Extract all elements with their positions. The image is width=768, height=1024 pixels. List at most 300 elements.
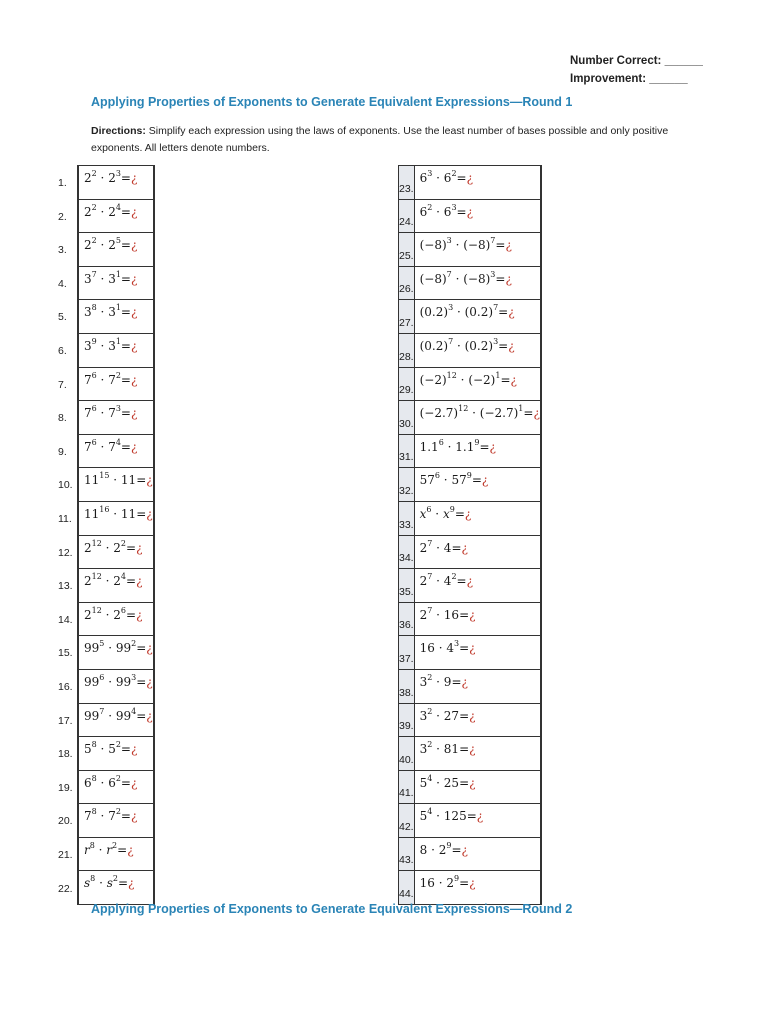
exponent: 7 <box>490 236 496 246</box>
multiply-dot: · <box>432 708 444 723</box>
expression-cell <box>79 871 154 905</box>
answer-cell[interactable] <box>153 468 154 502</box>
multiply-dot: · <box>443 439 456 454</box>
equals-sign: = <box>126 607 137 622</box>
multiply-dot: · <box>456 372 469 387</box>
multiply-dot: · <box>431 506 443 521</box>
multiply-dot: · <box>468 406 480 421</box>
base: 2 <box>84 574 92 589</box>
problem-row <box>399 266 542 300</box>
expression-cell <box>414 703 540 737</box>
answer-placeholder: ¿ <box>130 372 138 387</box>
exponent: 3 <box>453 639 460 649</box>
problem-row <box>399 367 542 401</box>
base: 99 <box>84 641 100 656</box>
exponent: 2 <box>112 874 118 884</box>
expression-cell <box>414 434 540 468</box>
multiply-dot: · <box>453 305 465 320</box>
directions <box>91 123 701 157</box>
problem-number-cell <box>399 166 415 200</box>
problem-number: 44. <box>399 888 414 901</box>
equals-sign: = <box>479 439 490 454</box>
base: 7 <box>84 406 92 421</box>
problem-row <box>399 333 542 367</box>
exponent: 8 <box>89 840 95 850</box>
problem-row <box>399 300 542 334</box>
equals-sign: = <box>120 809 131 824</box>
equals-sign: = <box>500 372 511 387</box>
problem-row <box>78 535 155 569</box>
multiply-dot: · <box>96 775 109 790</box>
expression-cell <box>79 468 154 502</box>
answer-cell[interactable] <box>153 535 154 569</box>
answer-placeholder: ¿ <box>469 641 476 656</box>
expression-cell <box>414 333 540 367</box>
answer-cell[interactable] <box>540 300 541 334</box>
exponent: 6 <box>438 437 444 447</box>
base: (−8) <box>463 271 491 286</box>
answer-placeholder: ¿ <box>128 876 135 891</box>
base: 1.1 <box>419 439 439 454</box>
base: 2 <box>419 607 428 622</box>
answer-placeholder: ¿ <box>136 540 143 555</box>
answer-cell[interactable] <box>540 501 541 535</box>
answer-cell[interactable] <box>540 804 541 838</box>
exponent: 3 <box>493 336 499 346</box>
equals-sign: = <box>120 271 131 286</box>
equals-sign: = <box>451 540 462 555</box>
answer-cell[interactable] <box>540 166 541 200</box>
answer-placeholder: ¿ <box>146 473 153 488</box>
problem-number: 26. <box>399 283 414 296</box>
expression-cell <box>414 804 540 838</box>
base: 81 <box>443 742 460 757</box>
exponent: 8 <box>91 773 97 783</box>
answer-cell[interactable] <box>540 401 541 435</box>
multiply-dot: · <box>96 809 109 824</box>
exponent: 1 <box>115 336 121 346</box>
multiply-dot: · <box>96 171 109 185</box>
exponent: 2 <box>451 169 457 178</box>
expression-cell <box>414 535 540 569</box>
base: 2 <box>108 238 116 253</box>
equals-sign: = <box>471 473 482 488</box>
problem-number: 29. <box>399 384 414 397</box>
expression-cell <box>79 804 154 838</box>
problem-number: 28. <box>399 350 414 363</box>
problem-number-cell <box>399 266 415 300</box>
answer-cell[interactable] <box>153 501 154 535</box>
expression-cell <box>79 401 154 435</box>
problem-number-cell <box>399 804 415 838</box>
problem-row <box>399 837 542 871</box>
problem-row <box>399 166 542 200</box>
problem-number: 27. <box>399 316 414 329</box>
problem-number: 23. <box>399 182 414 195</box>
exponent: 4 <box>120 572 127 582</box>
exponent: 16 <box>99 504 110 514</box>
multiply-dot: · <box>94 842 107 857</box>
multiply-dot: · <box>101 574 114 589</box>
base: 16 <box>443 607 460 622</box>
exponent: 2 <box>115 807 121 817</box>
equals-sign: = <box>136 473 147 488</box>
answer-placeholder: ¿ <box>130 809 138 824</box>
base: (−8) <box>463 238 491 253</box>
answer-placeholder: ¿ <box>130 204 138 219</box>
equals-sign: = <box>117 842 128 857</box>
problem-number: 37. <box>399 652 414 665</box>
answer-cell[interactable] <box>540 770 541 804</box>
multiply-dot: · <box>432 742 444 757</box>
multiply-dot: · <box>453 338 465 353</box>
expression-cell <box>414 166 540 200</box>
base: 2 <box>438 842 447 857</box>
exponent: 6 <box>120 605 127 615</box>
answer-placeholder: ¿ <box>469 708 476 723</box>
exponent: 3 <box>451 202 457 212</box>
problem-row <box>399 737 542 771</box>
multiply-dot: · <box>432 674 444 689</box>
problem-number: 38. <box>399 686 414 699</box>
answer-placeholder: ¿ <box>508 305 515 320</box>
answer-cell[interactable] <box>540 468 541 502</box>
answer-cell[interactable] <box>153 871 154 905</box>
problem-row <box>78 569 155 603</box>
problem-row <box>78 636 155 670</box>
problem-number-cell <box>399 669 415 703</box>
problem-row <box>78 669 155 703</box>
base: 6 <box>443 204 452 219</box>
exponent: 2 <box>91 202 97 212</box>
base: 3 <box>84 305 92 320</box>
problem-row <box>78 434 155 468</box>
answer-cell[interactable] <box>540 703 541 737</box>
answer-cell[interactable] <box>540 737 541 771</box>
expression-cell <box>79 199 154 233</box>
expression-cell <box>79 602 154 636</box>
problem-table <box>398 165 542 905</box>
problem-number-cell <box>399 401 415 435</box>
base: 2 <box>84 607 92 622</box>
problem-number: 31. <box>399 451 414 464</box>
answer-placeholder: ¿ <box>508 338 515 353</box>
problem-number: 35. <box>399 585 414 598</box>
equals-sign: = <box>136 506 147 521</box>
expression-cell <box>414 737 540 771</box>
problem-row <box>399 703 542 737</box>
equals-sign: = <box>120 742 131 757</box>
answer-cell[interactable] <box>153 770 154 804</box>
exponent: 4 <box>427 807 433 817</box>
answer-cell[interactable] <box>153 804 154 838</box>
problem-row <box>399 401 542 435</box>
base: 3 <box>108 271 116 286</box>
multiply-dot: · <box>432 607 444 622</box>
problem-row <box>399 233 542 267</box>
problem-number: 34. <box>399 552 414 565</box>
base: 6 <box>84 775 92 790</box>
answer-cell[interactable] <box>540 871 541 905</box>
base: 99 <box>84 708 100 723</box>
base: x <box>419 506 427 521</box>
exponent: 9 <box>449 504 455 514</box>
problem-number-cell <box>399 636 415 670</box>
answer-placeholder: ¿ <box>464 506 472 521</box>
base: 2 <box>108 204 116 219</box>
base: 9 <box>443 674 452 689</box>
answer-placeholder: ¿ <box>466 204 474 219</box>
exponent: 2 <box>115 773 121 783</box>
exponent: 2 <box>427 740 433 750</box>
answer-cell[interactable] <box>153 569 154 603</box>
base: (0.2) <box>464 305 494 320</box>
exponent: 9 <box>453 874 460 884</box>
answer-cell[interactable] <box>153 266 154 300</box>
expression-cell <box>414 468 540 502</box>
problem-row <box>399 535 542 569</box>
answer-placeholder: ¿ <box>130 439 138 454</box>
base: 125 <box>443 809 467 824</box>
base: 11 <box>120 473 137 488</box>
problem-number-cell <box>399 434 415 468</box>
base: 11 <box>84 506 100 521</box>
base: 6 <box>419 171 428 185</box>
answer-cell[interactable] <box>153 602 154 636</box>
base: (−2.7) <box>479 406 519 421</box>
exponent: 2 <box>451 572 457 582</box>
problem-number-cell <box>399 737 415 771</box>
answer-cell[interactable] <box>540 199 541 233</box>
answer-cell[interactable] <box>540 837 541 871</box>
base: 4 <box>443 540 452 555</box>
answer-cell[interactable] <box>540 535 541 569</box>
expression-cell <box>414 300 540 334</box>
base: 6 <box>108 775 116 790</box>
multiply-dot: · <box>96 372 109 387</box>
exponent: 12 <box>91 572 102 582</box>
answer-cell[interactable] <box>540 333 541 367</box>
multiply-dot: · <box>439 473 452 488</box>
exponent: 2 <box>115 740 121 750</box>
base: (−2.7) <box>419 406 459 421</box>
answer-placeholder: ¿ <box>130 271 138 286</box>
answer-placeholder: ¿ <box>130 742 138 757</box>
exponent: 3 <box>427 169 433 178</box>
problem-number: 25. <box>399 249 414 262</box>
base: 25 <box>443 775 460 790</box>
multiply-dot: · <box>96 742 109 757</box>
multiply-dot: · <box>96 439 109 454</box>
multiply-dot: · <box>109 473 121 488</box>
expression-cell <box>79 501 154 535</box>
problem-number-cell <box>399 703 415 737</box>
answer-placeholder: ¿ <box>130 775 138 790</box>
answer-placeholder: ¿ <box>461 674 468 689</box>
multiply-dot: · <box>451 238 464 253</box>
answer-cell[interactable] <box>540 266 541 300</box>
expression-cell <box>414 233 540 267</box>
expression-cell <box>79 636 154 670</box>
multiply-dot: · <box>432 809 444 824</box>
exponent: 6 <box>91 437 97 447</box>
expression-cell <box>79 737 154 771</box>
base: (0.2) <box>464 338 494 353</box>
equals-sign: = <box>523 406 534 421</box>
problem-number-cell <box>399 602 415 636</box>
exponent: 9 <box>466 471 472 481</box>
multiply-dot: · <box>96 406 109 421</box>
answer-placeholder: ¿ <box>469 775 476 790</box>
improvement-field: Improvement: ______ <box>570 73 688 85</box>
answer-cell[interactable] <box>153 669 154 703</box>
answer-placeholder: ¿ <box>130 406 138 421</box>
equals-sign: = <box>120 372 131 387</box>
equals-sign: = <box>120 439 131 454</box>
answer-cell[interactable] <box>153 333 154 367</box>
problem-row <box>399 871 542 905</box>
exponent: 6 <box>91 404 97 414</box>
exponent: 3 <box>448 303 454 313</box>
exponent: 1 <box>115 269 121 279</box>
exponent: 5 <box>115 236 121 246</box>
base: 99 <box>84 674 100 689</box>
equals-sign: = <box>495 271 506 286</box>
answer-placeholder: ¿ <box>146 708 153 723</box>
answer-placeholder: ¿ <box>469 876 476 891</box>
problem-row <box>399 434 542 468</box>
base: 2 <box>113 540 121 555</box>
problem-row <box>78 266 155 300</box>
multiply-dot: · <box>104 708 116 723</box>
multiply-dot: · <box>109 506 121 521</box>
multiply-dot: · <box>101 540 114 555</box>
answer-cell[interactable] <box>540 569 541 603</box>
exponent: 4 <box>115 437 121 447</box>
expression-cell <box>79 569 154 603</box>
exponent: 9 <box>474 437 480 447</box>
answer-placeholder: ¿ <box>461 842 468 857</box>
multiply-dot: · <box>451 271 464 286</box>
base: 2 <box>84 171 92 185</box>
expression-cell <box>414 669 540 703</box>
problem-number: 32. <box>399 484 414 497</box>
multiply-dot: · <box>104 674 116 689</box>
answer-cell[interactable] <box>540 434 541 468</box>
answer-placeholder: ¿ <box>130 171 138 185</box>
answer-placeholder: ¿ <box>130 305 138 320</box>
expression-cell <box>414 636 540 670</box>
exponent: 7 <box>427 572 433 582</box>
base: 7 <box>84 372 92 387</box>
answer-cell[interactable] <box>153 233 154 267</box>
answer-cell[interactable] <box>153 636 154 670</box>
problem-row <box>78 233 155 267</box>
exponent: 4 <box>115 202 121 212</box>
expression-cell <box>79 266 154 300</box>
base: (−8) <box>419 238 447 253</box>
base: 11 <box>84 473 100 488</box>
base: 99 <box>115 674 132 689</box>
base: 7 <box>84 439 92 454</box>
equals-sign: = <box>466 809 477 824</box>
answer-cell[interactable] <box>153 703 154 737</box>
answer-cell[interactable] <box>540 669 541 703</box>
base: (−2) <box>419 372 447 387</box>
expression-cell <box>79 669 154 703</box>
exponent: 12 <box>446 370 457 380</box>
answer-cell[interactable] <box>540 602 541 636</box>
answer-cell[interactable] <box>540 636 541 670</box>
problem-number-cell <box>399 333 415 367</box>
problem-row <box>78 804 155 838</box>
answer-cell[interactable] <box>540 233 541 267</box>
base: 7 <box>108 809 116 824</box>
answer-cell[interactable] <box>540 367 541 401</box>
problem-row <box>78 333 155 367</box>
equals-sign: = <box>456 574 467 589</box>
answer-placeholder: ¿ <box>476 809 484 824</box>
problem-number: 41. <box>399 787 414 800</box>
base: 11 <box>120 506 137 521</box>
expression-cell <box>414 367 540 401</box>
base: 3 <box>108 305 116 320</box>
answer-cell[interactable] <box>153 837 154 871</box>
base: 5 <box>84 742 92 757</box>
answer-cell[interactable] <box>153 434 154 468</box>
equals-sign: = <box>454 506 465 521</box>
base: r <box>106 842 113 857</box>
equals-sign: = <box>459 607 470 622</box>
multiply-dot: · <box>427 842 439 857</box>
answer-cell[interactable] <box>153 199 154 233</box>
exponent: 6 <box>91 370 97 380</box>
problem-row <box>399 804 542 838</box>
answer-placeholder: ¿ <box>505 238 512 253</box>
base: 6 <box>419 204 428 219</box>
problem-row <box>78 770 155 804</box>
problem-row <box>399 669 542 703</box>
multiply-dot: · <box>104 641 116 656</box>
base: 3 <box>108 338 116 353</box>
base: 2 <box>113 574 121 589</box>
base: 27 <box>443 708 460 723</box>
answer-placeholder: ¿ <box>461 540 468 555</box>
equals-sign: = <box>498 305 509 320</box>
equals-sign: = <box>120 338 131 353</box>
problem-number-cell <box>399 468 415 502</box>
answer-placeholder: ¿ <box>466 171 474 185</box>
equals-sign: = <box>136 708 147 723</box>
answer-cell[interactable] <box>153 737 154 771</box>
answer-cell[interactable] <box>153 166 154 200</box>
answer-cell[interactable] <box>153 300 154 334</box>
exponent: 1 <box>115 303 121 313</box>
expression-cell <box>414 266 540 300</box>
answer-cell[interactable] <box>153 367 154 401</box>
base: 2 <box>419 574 428 589</box>
expression-cell <box>79 434 154 468</box>
problem-row <box>399 468 542 502</box>
answer-cell[interactable] <box>153 401 154 435</box>
base: 16 <box>419 876 435 891</box>
expression-cell <box>79 333 154 367</box>
problem-row <box>78 401 155 435</box>
expression-cell <box>414 569 540 603</box>
exponent: 3 <box>115 404 121 414</box>
equals-sign: = <box>451 842 462 857</box>
base: (0.2) <box>419 305 449 320</box>
